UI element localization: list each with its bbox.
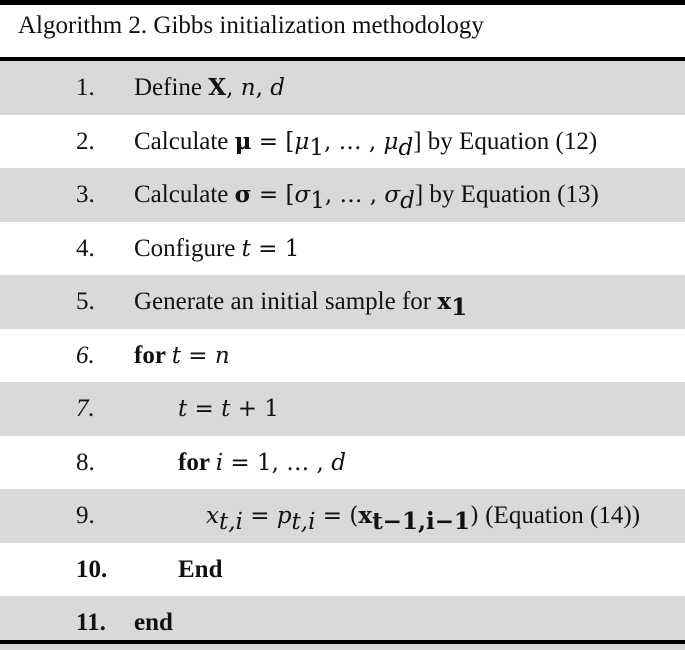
step-row — [0, 222, 685, 276]
step-number: 2. — [76, 127, 95, 155]
step-number: 5. — [76, 288, 95, 315]
step-row — [0, 61, 685, 115]
step-text: end — [134, 609, 173, 636]
step-row — [0, 382, 685, 436]
step-text: Calculate $\sigma = [\sigma_1$, … , $\sigma_d$] by Equation (13) — [134, 181, 599, 214]
step-text: Generate an initial sample for $x_1$ — [134, 288, 468, 321]
bottom-rule — [0, 640, 685, 644]
step-row — [0, 275, 685, 329]
step-row — [0, 543, 685, 597]
step-text: Configure t = 1 — [134, 234, 300, 262]
step-number: 10. — [76, 555, 108, 583]
step-text: Calculate $\mu = [\mu_1$, … , $\mu_d$] by Equation (12) — [134, 127, 598, 161]
step-text: t = t + 1 — [178, 396, 279, 422]
step-number: 9. — [76, 502, 95, 529]
step-number: 1. — [76, 74, 95, 101]
step-row — [0, 329, 685, 383]
step-number: 11. — [76, 609, 106, 636]
step-row — [0, 489, 685, 543]
algorithm-steps — [0, 61, 685, 650]
step-text: $x_{t,i} = p_{t,i} = (x_{t-1,i-1})$ (Equation (14)) — [206, 502, 641, 535]
step-number: 4. — [76, 234, 95, 262]
step-row — [0, 168, 685, 222]
step-number: 8. — [76, 448, 95, 476]
step-number: 6. — [76, 341, 95, 369]
step-number: 7. — [76, 395, 95, 422]
step-number: 3. — [76, 181, 95, 208]
step-text: End — [178, 555, 223, 583]
step-row — [0, 436, 685, 490]
step-row — [0, 115, 685, 169]
top-rule — [0, 0, 685, 5]
step-text: for t = n — [134, 341, 230, 369]
algorithm-title: Algorithm 2. Gibbs initialization methodology — [18, 12, 484, 39]
step-text: for i = 1, … , d — [178, 448, 346, 476]
step-text: Define X, n, d — [134, 74, 285, 101]
